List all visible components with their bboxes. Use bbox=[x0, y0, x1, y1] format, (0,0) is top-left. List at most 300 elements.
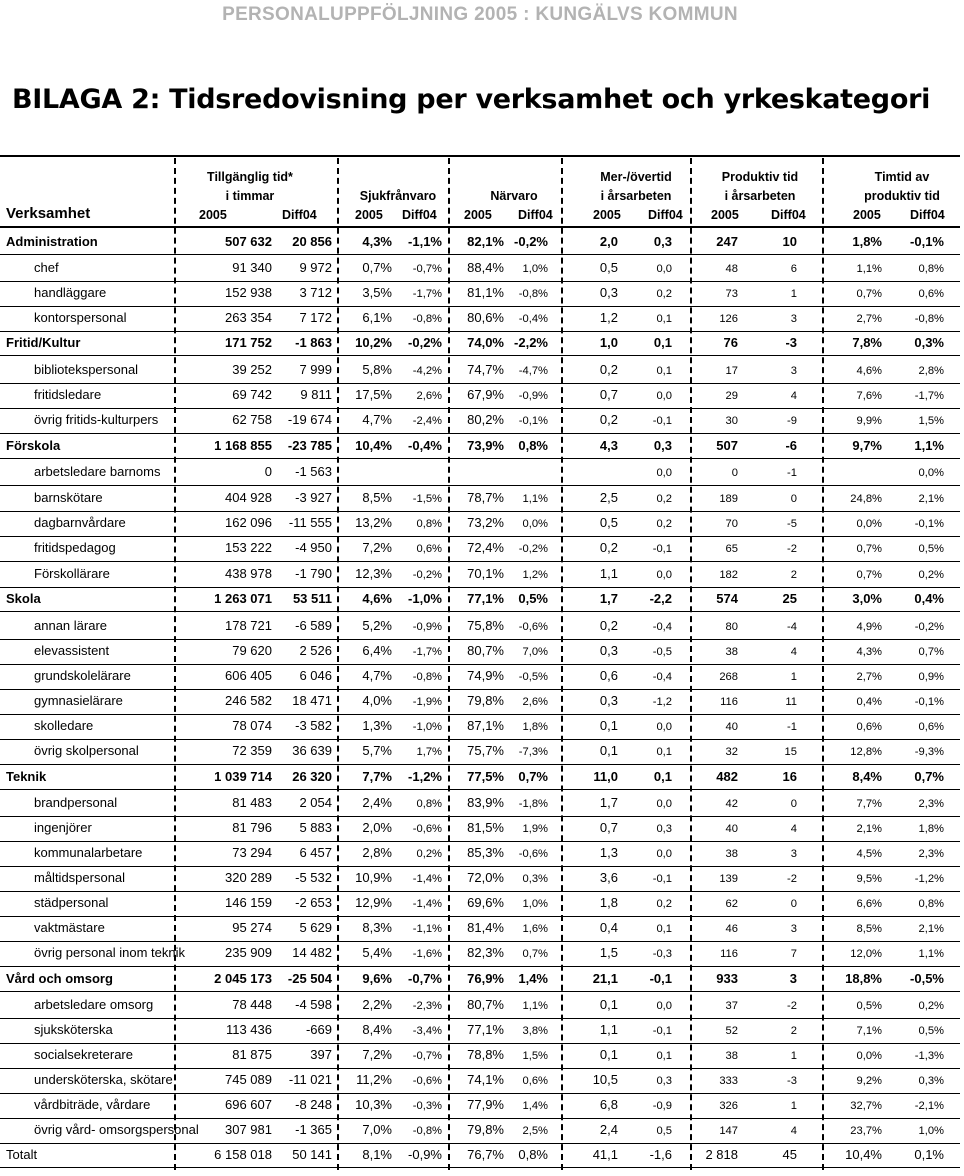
table-cell: 2,2% bbox=[362, 997, 392, 1012]
table-cell: -0,9% bbox=[518, 390, 548, 402]
table-cell: 75,8% bbox=[467, 618, 504, 633]
table-cell: 62 bbox=[725, 898, 738, 910]
column-header-verksamhet: Verksamhet bbox=[6, 205, 91, 222]
year-label: 2005 bbox=[464, 208, 492, 222]
table-cell: -1,6 bbox=[649, 1147, 672, 1162]
table-cell: 4 bbox=[790, 823, 797, 835]
table-cell: 81 875 bbox=[232, 1047, 272, 1062]
table-cell: 1,8% bbox=[852, 234, 882, 249]
table-cell: -6 bbox=[785, 438, 797, 453]
table-cell: 75,7% bbox=[467, 743, 504, 758]
table-cell: 1,1% bbox=[856, 263, 882, 275]
table-cell: 139 bbox=[719, 873, 738, 885]
table-cell: 77,5% bbox=[467, 769, 504, 784]
table-cell: 7,2% bbox=[362, 540, 392, 555]
table-cell: 12,8% bbox=[850, 746, 882, 758]
table-cell: -6 589 bbox=[295, 618, 332, 633]
table-cell: 2 bbox=[790, 1025, 797, 1037]
table-cell: 38 bbox=[725, 1050, 738, 1062]
column-header-mer-overtid-unit: i årsarbeten bbox=[600, 189, 672, 203]
table-cell: 2,3% bbox=[918, 798, 944, 810]
table-cell: 82,1% bbox=[467, 234, 504, 249]
table-cell: 178 721 bbox=[225, 618, 272, 633]
year-label: 2005 bbox=[355, 208, 383, 222]
table-cell: 1,3 bbox=[599, 845, 618, 860]
group-row bbox=[0, 232, 960, 252]
table-row bbox=[0, 716, 960, 736]
table-cell: 7,6% bbox=[856, 390, 882, 402]
table-cell: 0,1 bbox=[656, 313, 672, 325]
table-cell: 0,0 bbox=[656, 467, 672, 479]
row-label: Administration bbox=[6, 234, 98, 249]
table-cell: 9 972 bbox=[299, 260, 332, 275]
table-row bbox=[0, 995, 960, 1015]
table-cell: 6,1% bbox=[362, 310, 392, 325]
table-cell: 0,2 bbox=[599, 618, 618, 633]
table-cell: -0,5% bbox=[518, 671, 548, 683]
table-cell: 0,0 bbox=[656, 848, 672, 860]
table-cell: 0,1 bbox=[599, 743, 618, 758]
table-cell: 4,6% bbox=[362, 591, 392, 606]
table-cell: 0,0% bbox=[918, 467, 944, 479]
table-cell: -2 bbox=[787, 543, 797, 555]
row-label: sjuksköterska bbox=[34, 1022, 113, 1037]
table-cell: 73 bbox=[725, 288, 738, 300]
table-cell: -4,2% bbox=[412, 365, 442, 377]
table-cell: 9,7% bbox=[852, 438, 882, 453]
table-cell: 36 639 bbox=[292, 743, 332, 758]
table-cell: 153 222 bbox=[225, 540, 272, 555]
row-label: socialsekreterare bbox=[34, 1047, 133, 1062]
table-cell: 1,7% bbox=[416, 746, 442, 758]
table-cell: -0,2% bbox=[518, 543, 548, 555]
table-cell: -0,2% bbox=[514, 234, 548, 249]
table-cell: 2,4 bbox=[599, 1122, 618, 1137]
table-cell: 18 471 bbox=[292, 693, 332, 708]
table-cell: -2,1% bbox=[914, 1100, 944, 1112]
table-cell: 9 811 bbox=[300, 387, 332, 402]
table-cell: 0,3% bbox=[522, 873, 548, 885]
table-cell: 0,7% bbox=[522, 948, 548, 960]
table-row bbox=[0, 1045, 960, 1065]
table-cell: 0,7% bbox=[856, 288, 882, 300]
table-cell: -1 563 bbox=[295, 464, 332, 479]
row-label: kommunalarbetare bbox=[34, 845, 143, 860]
table-cell: 5 629 bbox=[299, 920, 332, 935]
row-label: Skola bbox=[6, 591, 41, 606]
table-cell: -0,6% bbox=[412, 823, 442, 835]
table-cell: 87,1% bbox=[467, 718, 504, 733]
page-title: BILAGA 2: Tidsredovisning per verksamhet och yrkeskategori bbox=[12, 84, 931, 115]
table-cell: 3,6 bbox=[599, 870, 618, 885]
table-cell: -1,0% bbox=[408, 591, 442, 606]
table-row bbox=[0, 1070, 960, 1090]
table-cell: 7,7% bbox=[856, 798, 882, 810]
table-row bbox=[0, 818, 960, 838]
table-cell: -0,2% bbox=[412, 569, 442, 581]
table-cell: 0,2 bbox=[599, 362, 618, 377]
table-cell: -1 bbox=[787, 467, 797, 479]
table-cell: -2,2% bbox=[514, 335, 548, 350]
table-cell: 397 bbox=[310, 1047, 332, 1062]
diff-label: Diff04 bbox=[518, 208, 553, 222]
table-cell: 152 938 bbox=[225, 285, 272, 300]
table-cell: 7,0% bbox=[522, 646, 548, 658]
table-cell: -1,7% bbox=[412, 646, 442, 658]
table-row bbox=[0, 283, 960, 303]
table-cell: 73 294 bbox=[232, 845, 272, 860]
document-header: PERSONALUPPFÖLJNING 2005 : KUNGÄLVS KOMMUN bbox=[222, 4, 738, 25]
table-cell: 438 978 bbox=[225, 566, 272, 581]
table-cell: 1,1% bbox=[522, 1000, 548, 1012]
table-cell: 5,8% bbox=[362, 362, 392, 377]
table-cell: 0,2 bbox=[656, 518, 672, 530]
table-cell: 74,0% bbox=[467, 335, 504, 350]
table-cell: 70 bbox=[725, 518, 738, 530]
table-cell: 11,2% bbox=[356, 1072, 392, 1087]
table-cell: 80,7% bbox=[467, 997, 504, 1012]
row-label: bibliotekspersonal bbox=[34, 362, 139, 377]
table-cell: -2,2 bbox=[649, 591, 672, 606]
table-cell: 0,3 bbox=[653, 438, 672, 453]
table-cell: 10,4% bbox=[845, 1147, 882, 1162]
table-cell: 0,8% bbox=[518, 438, 548, 453]
table-row bbox=[0, 1120, 960, 1140]
row-label: Fritid/Kultur bbox=[6, 335, 81, 350]
table-cell: -1,1% bbox=[408, 234, 442, 249]
table-cell: -0,1 bbox=[652, 543, 672, 555]
table-cell: 0,9% bbox=[918, 671, 944, 683]
row-label: ingenjörer bbox=[34, 820, 92, 835]
table-cell: 11 bbox=[785, 696, 797, 708]
table-cell: 0,8% bbox=[518, 1147, 548, 1162]
table-cell: 6,4% bbox=[362, 643, 392, 658]
table-cell: 0 bbox=[264, 464, 272, 479]
table-cell: 30 bbox=[725, 415, 738, 427]
table-cell: 37 bbox=[725, 1000, 738, 1012]
table-cell: 7,1% bbox=[856, 1025, 882, 1037]
table-cell: 507 bbox=[716, 438, 738, 453]
table-cell: -3,4% bbox=[412, 1025, 442, 1037]
table-cell: 10,3% bbox=[355, 1097, 392, 1112]
table-cell: -1,7% bbox=[412, 288, 442, 300]
table-cell: 4,7% bbox=[362, 412, 392, 427]
table-cell: 307 981 bbox=[225, 1122, 272, 1137]
table-cell: 0,3 bbox=[599, 643, 618, 658]
table-cell: -2,3% bbox=[412, 1000, 442, 1012]
table-cell: 1,3% bbox=[362, 718, 392, 733]
table-cell: 0,1 bbox=[656, 365, 672, 377]
table-cell: 76 bbox=[723, 335, 738, 350]
table-row bbox=[0, 893, 960, 913]
table-cell: 81 483 bbox=[232, 795, 272, 810]
table-cell: -1,0% bbox=[412, 721, 442, 733]
column-header-narvaro: Närvaro bbox=[490, 189, 538, 203]
row-label: Förskola bbox=[6, 438, 61, 453]
table-cell: 1,8% bbox=[522, 721, 548, 733]
table-cell: 1,5% bbox=[522, 1050, 548, 1062]
row-label: grundskolelärare bbox=[34, 668, 131, 683]
table-cell: -5 532 bbox=[295, 870, 332, 885]
table-cell: 78,8% bbox=[467, 1047, 504, 1062]
table-cell: 8,4% bbox=[362, 1022, 392, 1037]
table-cell: 1,0% bbox=[522, 263, 548, 275]
table-cell: 0,1 bbox=[656, 746, 672, 758]
table-cell: 0,1 bbox=[599, 997, 618, 1012]
table-cell: 24,8% bbox=[850, 493, 882, 505]
table-cell: 4,3% bbox=[362, 234, 392, 249]
table-row bbox=[0, 462, 960, 482]
table-cell: -7,3% bbox=[518, 746, 548, 758]
table-cell: 1 bbox=[790, 288, 797, 300]
table-cell: 268 bbox=[719, 671, 738, 683]
row-label: övrig personal inom teknik bbox=[34, 945, 186, 960]
table-cell: 7,7% bbox=[362, 769, 392, 784]
table-cell: 13,2% bbox=[355, 515, 392, 530]
table-cell: 48 bbox=[725, 263, 738, 275]
table-cell: 10 bbox=[782, 234, 797, 249]
table-cell: 0,0 bbox=[656, 721, 672, 733]
table-cell: 146 159 bbox=[225, 895, 272, 910]
header-bottom-rule bbox=[0, 226, 960, 228]
table-cell: 74,7% bbox=[467, 362, 504, 377]
row-label: städpersonal bbox=[34, 895, 109, 910]
table-cell: 171 752 bbox=[225, 335, 272, 350]
table-cell: 40 bbox=[725, 721, 738, 733]
table-cell: 2 054 bbox=[299, 795, 332, 810]
table-cell: 1 039 714 bbox=[214, 769, 272, 784]
table-cell: -3 bbox=[785, 335, 797, 350]
table-cell: 2,1% bbox=[856, 823, 882, 835]
table-cell: -1 863 bbox=[295, 335, 332, 350]
table-cell: 12,0% bbox=[850, 948, 882, 960]
table-cell: 0,8% bbox=[918, 263, 944, 275]
table-cell: 79,8% bbox=[467, 693, 504, 708]
row-label: arbetsledare omsorg bbox=[34, 997, 154, 1012]
table-cell: 80,2% bbox=[467, 412, 504, 427]
table-cell: 40 bbox=[725, 823, 738, 835]
table-cell: -4,7% bbox=[518, 365, 548, 377]
table-row bbox=[0, 793, 960, 813]
table-cell: 72,4% bbox=[467, 540, 504, 555]
table-cell: 2,1% bbox=[918, 493, 944, 505]
table-cell: 32 bbox=[725, 746, 738, 758]
table-cell: 5 883 bbox=[299, 820, 332, 835]
table-cell: 0,5% bbox=[856, 1000, 882, 1012]
table-cell: -9 bbox=[787, 415, 797, 427]
table-cell: 1,1% bbox=[522, 493, 548, 505]
table-cell: 1,4% bbox=[518, 971, 548, 986]
diff-label: Diff04 bbox=[910, 208, 945, 222]
table-cell: -0,1% bbox=[518, 415, 548, 427]
table-cell: 4,0% bbox=[362, 693, 392, 708]
table-cell: 0,8% bbox=[416, 798, 442, 810]
group-row bbox=[0, 767, 960, 787]
table-cell: 8,4% bbox=[852, 769, 882, 784]
table-cell: 88,4% bbox=[467, 260, 504, 275]
table-cell: -0,4% bbox=[408, 438, 442, 453]
table-cell: 0 bbox=[790, 898, 797, 910]
table-cell: 73,9% bbox=[467, 438, 504, 453]
table-cell: 80,7% bbox=[467, 643, 504, 658]
table-cell: 3 bbox=[790, 365, 797, 377]
table-cell: 0,7 bbox=[599, 387, 618, 402]
row-label: annan lärare bbox=[34, 618, 107, 633]
table-cell: 1,0% bbox=[522, 898, 548, 910]
table-cell: -1,7% bbox=[914, 390, 944, 402]
row-label: Vård och omsorg bbox=[6, 971, 113, 986]
row-label: Förskollärare bbox=[34, 566, 110, 581]
table-row bbox=[0, 513, 960, 533]
table-cell: 29 bbox=[725, 390, 738, 402]
table-cell: 4,6% bbox=[856, 365, 882, 377]
table-cell: 0,4 bbox=[599, 920, 618, 935]
table-cell: 39 252 bbox=[232, 362, 272, 377]
column-header-timtid: Timtid av bbox=[874, 170, 930, 184]
table-cell: 1 bbox=[790, 1100, 797, 1112]
table-cell: 6 457 bbox=[299, 845, 332, 860]
table-cell: 0 bbox=[790, 493, 797, 505]
table-cell: 0,6% bbox=[416, 543, 442, 555]
table-cell: -0,2% bbox=[914, 621, 944, 633]
table-cell: 4,7% bbox=[362, 668, 392, 683]
table-cell: -0,9% bbox=[412, 621, 442, 633]
table-cell: 78 448 bbox=[232, 997, 272, 1012]
group-row bbox=[0, 589, 960, 609]
table-cell: 933 bbox=[716, 971, 738, 986]
table-cell: 5,2% bbox=[362, 618, 392, 633]
table-cell: -0,5% bbox=[910, 971, 944, 986]
table-cell: 3 bbox=[789, 971, 797, 986]
table-cell: 0,1 bbox=[599, 1047, 618, 1062]
table-cell: -19 674 bbox=[287, 412, 332, 427]
table-cell: -0,6% bbox=[412, 1075, 442, 1087]
table-cell: 0,6% bbox=[918, 288, 944, 300]
table-cell: 1,1% bbox=[918, 948, 944, 960]
row-label: chef bbox=[34, 260, 59, 275]
table-row bbox=[0, 943, 960, 963]
table-cell: 0,5 bbox=[656, 1125, 672, 1137]
table-cell: 70,1% bbox=[467, 566, 504, 581]
group-row bbox=[0, 333, 960, 353]
table-cell: 8,3% bbox=[362, 920, 392, 935]
table-cell: -0,8% bbox=[412, 1125, 442, 1137]
table-cell: 83,9% bbox=[467, 795, 504, 810]
table-cell: 0,5 bbox=[599, 515, 618, 530]
table-cell: 1,0 bbox=[599, 335, 618, 350]
table-cell: 116 bbox=[720, 696, 738, 708]
table-cell: 81,4% bbox=[467, 920, 504, 935]
table-cell: 2 bbox=[790, 569, 797, 581]
table-cell: 0,2 bbox=[656, 898, 672, 910]
table-cell: 81 796 bbox=[232, 820, 272, 835]
table-cell: 8,1% bbox=[362, 1147, 392, 1162]
table-cell: 52 bbox=[725, 1025, 738, 1037]
table-cell: -4 950 bbox=[295, 540, 332, 555]
table-cell: 3,8% bbox=[522, 1025, 548, 1037]
table-cell: 2,7% bbox=[856, 671, 882, 683]
table-cell: 0,8% bbox=[416, 518, 442, 530]
table-cell: 76,7% bbox=[467, 1147, 504, 1162]
table-row bbox=[0, 741, 960, 761]
table-cell: 574 bbox=[716, 591, 738, 606]
table-cell: -0,1% bbox=[914, 696, 944, 708]
row-label: barnskötare bbox=[34, 490, 103, 505]
table-cell: 1,1 bbox=[599, 566, 618, 581]
table-cell: 0,0% bbox=[856, 518, 882, 530]
table-cell: 5,7% bbox=[362, 743, 392, 758]
table-cell: 78 074 bbox=[232, 718, 272, 733]
table-cell: 3 712 bbox=[299, 285, 332, 300]
table-cell: 23,7% bbox=[850, 1125, 882, 1137]
table-cell: -0,3 bbox=[652, 948, 672, 960]
table-cell: 10,4% bbox=[355, 438, 392, 453]
row-label: fritidspedagog bbox=[34, 540, 116, 555]
table-cell: 65 bbox=[725, 543, 738, 555]
total-row bbox=[0, 1145, 960, 1165]
table-cell: -0,8% bbox=[914, 313, 944, 325]
table-cell: 0 bbox=[731, 467, 738, 479]
table-cell: 6,6% bbox=[856, 898, 882, 910]
table-cell: -0,8% bbox=[518, 288, 548, 300]
table-cell: 53 511 bbox=[292, 591, 332, 606]
table-cell: 9,6% bbox=[362, 971, 392, 986]
table-cell: 0,3 bbox=[599, 693, 618, 708]
table-cell: 74,9% bbox=[467, 668, 504, 683]
table-cell: 2,7% bbox=[856, 313, 882, 325]
table-cell: 0,0% bbox=[522, 518, 548, 530]
table-cell: 4 bbox=[790, 646, 797, 658]
table-cell: 6 158 018 bbox=[214, 1147, 272, 1162]
table-cell: 0,7% bbox=[918, 646, 944, 658]
table-cell: 0,5% bbox=[918, 543, 944, 555]
table-cell: -0,7% bbox=[408, 971, 442, 986]
table-cell: 9,2% bbox=[856, 1075, 882, 1087]
column-header-produktiv-tid: Produktiv tid bbox=[721, 170, 799, 184]
table-cell: 4 bbox=[790, 1125, 797, 1137]
row-label: måltidspersonal bbox=[34, 870, 126, 885]
table-cell: 69 742 bbox=[232, 387, 272, 402]
table-cell: 78,7% bbox=[467, 490, 504, 505]
table-cell: 32,7% bbox=[850, 1100, 882, 1112]
table-cell: 246 582 bbox=[225, 693, 272, 708]
year-label: 2005 bbox=[199, 208, 227, 222]
table-cell: -1,6% bbox=[412, 948, 442, 960]
table-cell: 0,2 bbox=[599, 540, 618, 555]
table-cell: 0,7 bbox=[599, 820, 618, 835]
row-label: dagbarnvårdare bbox=[34, 515, 126, 530]
table-row bbox=[0, 385, 960, 405]
table-cell: 2 045 173 bbox=[214, 971, 272, 986]
table-cell: 0,7% bbox=[914, 769, 944, 784]
table-cell: 16 bbox=[782, 769, 797, 784]
row-label: fritidsledare bbox=[34, 387, 102, 402]
table-cell: 9,5% bbox=[856, 873, 882, 885]
table-cell: 2,8% bbox=[918, 365, 944, 377]
header-top-rule bbox=[0, 155, 960, 157]
table-cell: 0,1 bbox=[653, 335, 672, 350]
table-cell: 404 928 bbox=[225, 490, 272, 505]
table-cell: 0,1 bbox=[653, 769, 672, 784]
table-cell: 6,8 bbox=[599, 1097, 618, 1112]
table-cell: 745 089 bbox=[225, 1072, 272, 1087]
table-cell: -3 582 bbox=[295, 718, 332, 733]
row-label: undersköterska, skötare bbox=[34, 1072, 173, 1087]
table-cell: 3 bbox=[790, 923, 797, 935]
table-cell: 7 999 bbox=[299, 362, 332, 377]
table-cell: 2,1% bbox=[918, 923, 944, 935]
table-cell: 1 bbox=[790, 671, 797, 683]
